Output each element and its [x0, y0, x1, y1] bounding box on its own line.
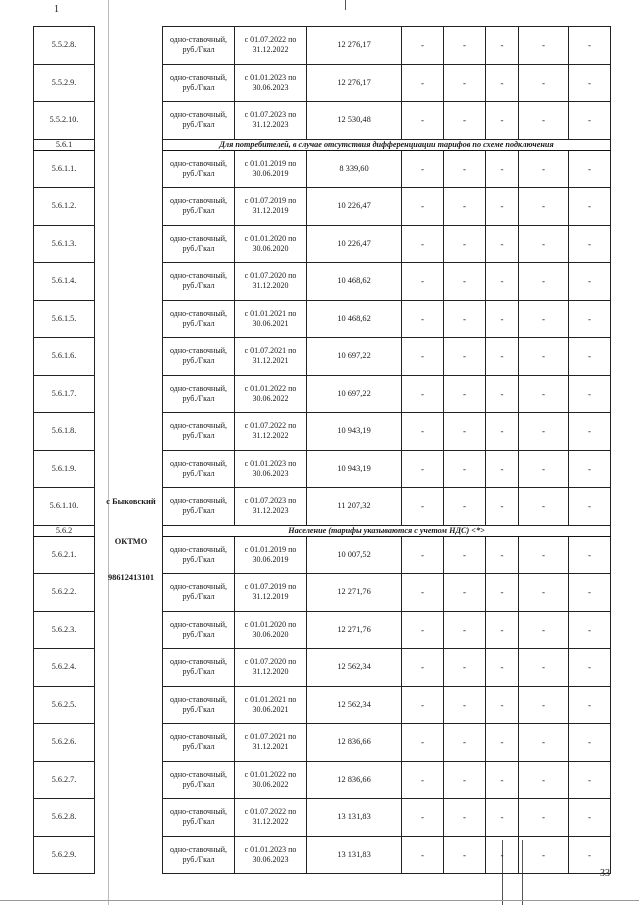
empty-cell: - — [444, 799, 486, 837]
tariff-unit: одно-ставочный, руб./Гкал — [163, 574, 235, 612]
empty-cell: - — [569, 375, 611, 413]
tariff-unit: одно-ставочный, руб./Гкал — [163, 450, 235, 488]
tariff-unit: одно-ставочный, руб./Гкал — [163, 761, 235, 799]
empty-cell: - — [569, 64, 611, 102]
tariff-unit: одно-ставочный, руб./Гкал — [163, 799, 235, 837]
page-number-bottom: 33 — [600, 868, 610, 879]
tariff-period: с 01.01.2021 по 30.06.2021 — [235, 300, 307, 338]
empty-cell: - — [519, 263, 569, 301]
tariff-period: с 01.01.2023 по 30.06.2023 — [235, 450, 307, 488]
empty-cell: - — [444, 375, 486, 413]
empty-cell: - — [519, 686, 569, 724]
empty-cell: - — [444, 263, 486, 301]
empty-cell: - — [444, 64, 486, 102]
empty-cell: - — [486, 102, 519, 140]
empty-cell: - — [402, 27, 444, 65]
empty-cell: - — [444, 611, 486, 649]
location-name: с Быковский — [106, 496, 156, 506]
empty-cell: - — [486, 488, 519, 526]
empty-cell: - — [519, 300, 569, 338]
tariff-unit: одно-ставочный, руб./Гкал — [163, 338, 235, 376]
empty-cell: - — [402, 536, 444, 574]
section-title: Население (тарифы указываются с учетом НДС) <*> — [163, 525, 611, 536]
section-number: 5.6.1 — [34, 139, 95, 150]
empty-cell: - — [444, 724, 486, 762]
empty-cell: - — [519, 611, 569, 649]
tariff-period: с 01.01.2022 по 30.06.2022 — [235, 375, 307, 413]
empty-cell: - — [569, 450, 611, 488]
empty-cell: - — [519, 450, 569, 488]
tariff-unit: одно-ставочный, руб./Гкал — [163, 686, 235, 724]
empty-cell: - — [569, 836, 611, 874]
tariff-period: с 01.07.2022 по 31.12.2022 — [235, 799, 307, 837]
scan-line — [345, 0, 346, 10]
row-number: 5.6.1.3. — [34, 225, 95, 263]
empty-cell: - — [402, 649, 444, 687]
empty-cell: - — [486, 27, 519, 65]
empty-cell: - — [402, 300, 444, 338]
empty-cell: - — [402, 836, 444, 874]
empty-cell: - — [519, 413, 569, 451]
empty-cell: - — [402, 761, 444, 799]
tariff-unit: одно-ставочный, руб./Гкал — [163, 150, 235, 188]
empty-cell: - — [486, 686, 519, 724]
empty-cell: - — [519, 536, 569, 574]
tariff-period: с 01.01.2019 по 30.06.2019 — [235, 150, 307, 188]
tariff-period: с 01.07.2023 по 31.12.2023 — [235, 102, 307, 140]
tariff-period: с 01.01.2020 по 30.06.2020 — [235, 225, 307, 263]
tariff-period: с 01.07.2020 по 31.12.2020 — [235, 649, 307, 687]
empty-cell: - — [402, 263, 444, 301]
tariff-period: с 01.07.2022 по 31.12.2022 — [235, 413, 307, 451]
row-number: 5.5.2.9. — [34, 64, 95, 102]
empty-cell: - — [569, 263, 611, 301]
tariff-value: 10 943,19 — [307, 450, 402, 488]
tariff-unit: одно-ставочный, руб./Гкал — [163, 225, 235, 263]
tariff-value: 10 468,62 — [307, 263, 402, 301]
row-number: 5.6.2.9. — [34, 836, 95, 874]
row-number: 5.6.1.6. — [34, 338, 95, 376]
empty-cell: - — [569, 536, 611, 574]
empty-cell: - — [402, 375, 444, 413]
location-cell — [95, 27, 163, 874]
tariff-unit: одно-ставочный, руб./Гкал — [163, 836, 235, 874]
empty-cell: - — [444, 413, 486, 451]
empty-cell: - — [519, 150, 569, 188]
tariff-value: 12 562,34 — [307, 686, 402, 724]
empty-cell: - — [444, 102, 486, 140]
empty-cell: - — [486, 649, 519, 687]
empty-cell: - — [569, 574, 611, 612]
tariff-period: с 01.01.2019 по 30.06.2019 — [235, 536, 307, 574]
tariff-value: 12 271,76 — [307, 574, 402, 612]
empty-cell: - — [444, 225, 486, 263]
empty-cell: - — [444, 836, 486, 874]
row-number: 5.6.1.9. — [34, 450, 95, 488]
empty-cell: - — [569, 225, 611, 263]
empty-cell: - — [402, 686, 444, 724]
empty-cell: - — [402, 724, 444, 762]
tariff-value: 11 207,32 — [307, 488, 402, 526]
empty-cell: - — [569, 102, 611, 140]
empty-cell: - — [402, 338, 444, 376]
empty-cell: - — [486, 188, 519, 226]
tariff-period: с 01.07.2021 по 31.12.2021 — [235, 724, 307, 762]
table-row — [34, 27, 611, 65]
empty-cell: - — [402, 574, 444, 612]
empty-cell: - — [569, 799, 611, 837]
empty-cell: - — [402, 150, 444, 188]
tariff-value: 13 131,83 — [307, 799, 402, 837]
tariff-period: с 01.07.2021 по 31.12.2021 — [235, 338, 307, 376]
empty-cell: - — [486, 450, 519, 488]
empty-cell: - — [569, 724, 611, 762]
tariff-unit: одно-ставочный, руб./Гкал — [163, 724, 235, 762]
empty-cell: - — [486, 724, 519, 762]
empty-cell: - — [486, 836, 519, 874]
empty-cell: - — [569, 761, 611, 799]
empty-cell: - — [444, 150, 486, 188]
empty-cell: - — [486, 225, 519, 263]
page-number-top: 1 — [54, 4, 59, 15]
tariff-value: 10 697,22 — [307, 338, 402, 376]
empty-cell: - — [519, 724, 569, 762]
row-number: 5.6.1.10. — [34, 488, 95, 526]
row-number: 5.6.2.3. — [34, 611, 95, 649]
tariff-period: с 01.07.2022 по 31.12.2022 — [235, 27, 307, 65]
oktmo-label: ОКТМО — [114, 536, 148, 546]
empty-cell: - — [444, 488, 486, 526]
empty-cell: - — [444, 536, 486, 574]
tariff-value: 10 943,19 — [307, 413, 402, 451]
scan-line — [0, 900, 639, 901]
empty-cell: - — [402, 799, 444, 837]
row-number: 5.6.2.7. — [34, 761, 95, 799]
tariff-table — [33, 26, 611, 874]
row-number: 5.6.1.2. — [34, 188, 95, 226]
empty-cell: - — [402, 450, 444, 488]
empty-cell: - — [569, 488, 611, 526]
empty-cell: - — [486, 150, 519, 188]
row-number: 5.6.2.5. — [34, 686, 95, 724]
row-number: 5.6.1.5. — [34, 300, 95, 338]
empty-cell: - — [402, 64, 444, 102]
empty-cell: - — [486, 574, 519, 612]
empty-cell: - — [569, 27, 611, 65]
empty-cell: - — [444, 188, 486, 226]
tariff-value: 12 562,34 — [307, 649, 402, 687]
tariff-value: 12 276,17 — [307, 27, 402, 65]
tariff-period: с 01.07.2019 по 31.12.2019 — [235, 574, 307, 612]
empty-cell: - — [486, 64, 519, 102]
empty-cell: - — [486, 611, 519, 649]
empty-cell: - — [402, 225, 444, 263]
empty-cell: - — [519, 225, 569, 263]
tariff-period: с 01.07.2020 по 31.12.2020 — [235, 263, 307, 301]
tariff-value: 13 131,83 — [307, 836, 402, 874]
empty-cell: - — [444, 574, 486, 612]
empty-cell: - — [569, 649, 611, 687]
empty-cell: - — [519, 338, 569, 376]
empty-cell: - — [486, 263, 519, 301]
empty-cell: - — [519, 27, 569, 65]
empty-cell: - — [569, 611, 611, 649]
tariff-period: с 01.01.2023 по 30.06.2023 — [235, 836, 307, 874]
empty-cell: - — [402, 188, 444, 226]
empty-cell: - — [519, 799, 569, 837]
tariff-value: 10 468,62 — [307, 300, 402, 338]
tariff-value: 10 007,52 — [307, 536, 402, 574]
empty-cell: - — [569, 338, 611, 376]
empty-cell: - — [569, 686, 611, 724]
empty-cell: - — [519, 836, 569, 874]
empty-cell: - — [519, 649, 569, 687]
tariff-period: с 01.07.2019 по 31.12.2019 — [235, 188, 307, 226]
tariff-unit: одно-ставочный, руб./Гкал — [163, 263, 235, 301]
row-number: 5.6.1.1. — [34, 150, 95, 188]
tariff-value: 12 276,17 — [307, 64, 402, 102]
empty-cell: - — [486, 375, 519, 413]
row-number: 5.5.2.8. — [34, 27, 95, 65]
empty-cell: - — [519, 188, 569, 226]
tariff-unit: одно-ставочный, руб./Гкал — [163, 536, 235, 574]
empty-cell: - — [519, 375, 569, 413]
empty-cell: - — [444, 338, 486, 376]
empty-cell: - — [444, 300, 486, 338]
empty-cell: - — [444, 27, 486, 65]
empty-cell: - — [486, 300, 519, 338]
tariff-unit: одно-ставочный, руб./Гкал — [163, 300, 235, 338]
section-title: Для потребителей, в случае отсутствия дифференциации тарифов по схеме подключения — [163, 139, 611, 150]
row-number: 5.6.2.2. — [34, 574, 95, 612]
tariff-value: 12 530,48 — [307, 102, 402, 140]
row-number: 5.6.1.4. — [34, 263, 95, 301]
tariff-value: 10 226,47 — [307, 225, 402, 263]
tariff-value: 10 226,47 — [307, 188, 402, 226]
tariff-unit: одно-ставочный, руб./Гкал — [163, 27, 235, 65]
row-number: 5.5.2.10. — [34, 102, 95, 140]
tariff-value: 12 271,76 — [307, 611, 402, 649]
empty-cell: - — [402, 102, 444, 140]
empty-cell: - — [402, 488, 444, 526]
row-number: 5.6.2.1. — [34, 536, 95, 574]
empty-cell: - — [519, 64, 569, 102]
tariff-value: 12 836,66 — [307, 724, 402, 762]
empty-cell: - — [569, 188, 611, 226]
tariff-period: с 01.01.2021 по 30.06.2021 — [235, 686, 307, 724]
empty-cell: - — [444, 686, 486, 724]
tariff-unit: одно-ставочный, руб./Гкал — [163, 64, 235, 102]
tariff-period: с 01.01.2020 по 30.06.2020 — [235, 611, 307, 649]
tariff-value: 8 339,60 — [307, 150, 402, 188]
empty-cell: - — [519, 574, 569, 612]
tariff-value: 10 697,22 — [307, 375, 402, 413]
empty-cell: - — [402, 413, 444, 451]
tariff-unit: одно-ставочный, руб./Гкал — [163, 611, 235, 649]
empty-cell: - — [519, 488, 569, 526]
empty-cell: - — [486, 536, 519, 574]
row-number: 5.6.2.4. — [34, 649, 95, 687]
tariff-period: с 01.07.2023 по 31.12.2023 — [235, 488, 307, 526]
tariff-unit: одно-ставочный, руб./Гкал — [163, 102, 235, 140]
tariff-unit: одно-ставочный, руб./Гкал — [163, 488, 235, 526]
row-number: 5.6.2.6. — [34, 724, 95, 762]
row-number: 5.6.1.8. — [34, 413, 95, 451]
row-number: 5.6.1.7. — [34, 375, 95, 413]
oktmo-code: 98612413101 — [107, 572, 155, 582]
tariff-period: с 01.01.2022 по 30.06.2022 — [235, 761, 307, 799]
tariff-period: с 01.01.2023 по 30.06.2023 — [235, 64, 307, 102]
empty-cell: - — [444, 761, 486, 799]
empty-cell: - — [569, 150, 611, 188]
empty-cell: - — [486, 413, 519, 451]
empty-cell: - — [569, 413, 611, 451]
tariff-unit: одно-ставочный, руб./Гкал — [163, 375, 235, 413]
empty-cell: - — [444, 450, 486, 488]
empty-cell: - — [569, 300, 611, 338]
empty-cell: - — [486, 338, 519, 376]
tariff-unit: одно-ставочный, руб./Гкал — [163, 649, 235, 687]
empty-cell: - — [444, 649, 486, 687]
tariff-value: 12 836,66 — [307, 761, 402, 799]
empty-cell: - — [519, 102, 569, 140]
empty-cell: - — [519, 761, 569, 799]
row-number: 5.6.2.8. — [34, 799, 95, 837]
tariff-unit: одно-ставочный, руб./Гкал — [163, 188, 235, 226]
empty-cell: - — [486, 799, 519, 837]
empty-cell: - — [402, 611, 444, 649]
empty-cell: - — [486, 761, 519, 799]
section-number: 5.6.2 — [34, 525, 95, 536]
tariff-unit: одно-ставочный, руб./Гкал — [163, 413, 235, 451]
